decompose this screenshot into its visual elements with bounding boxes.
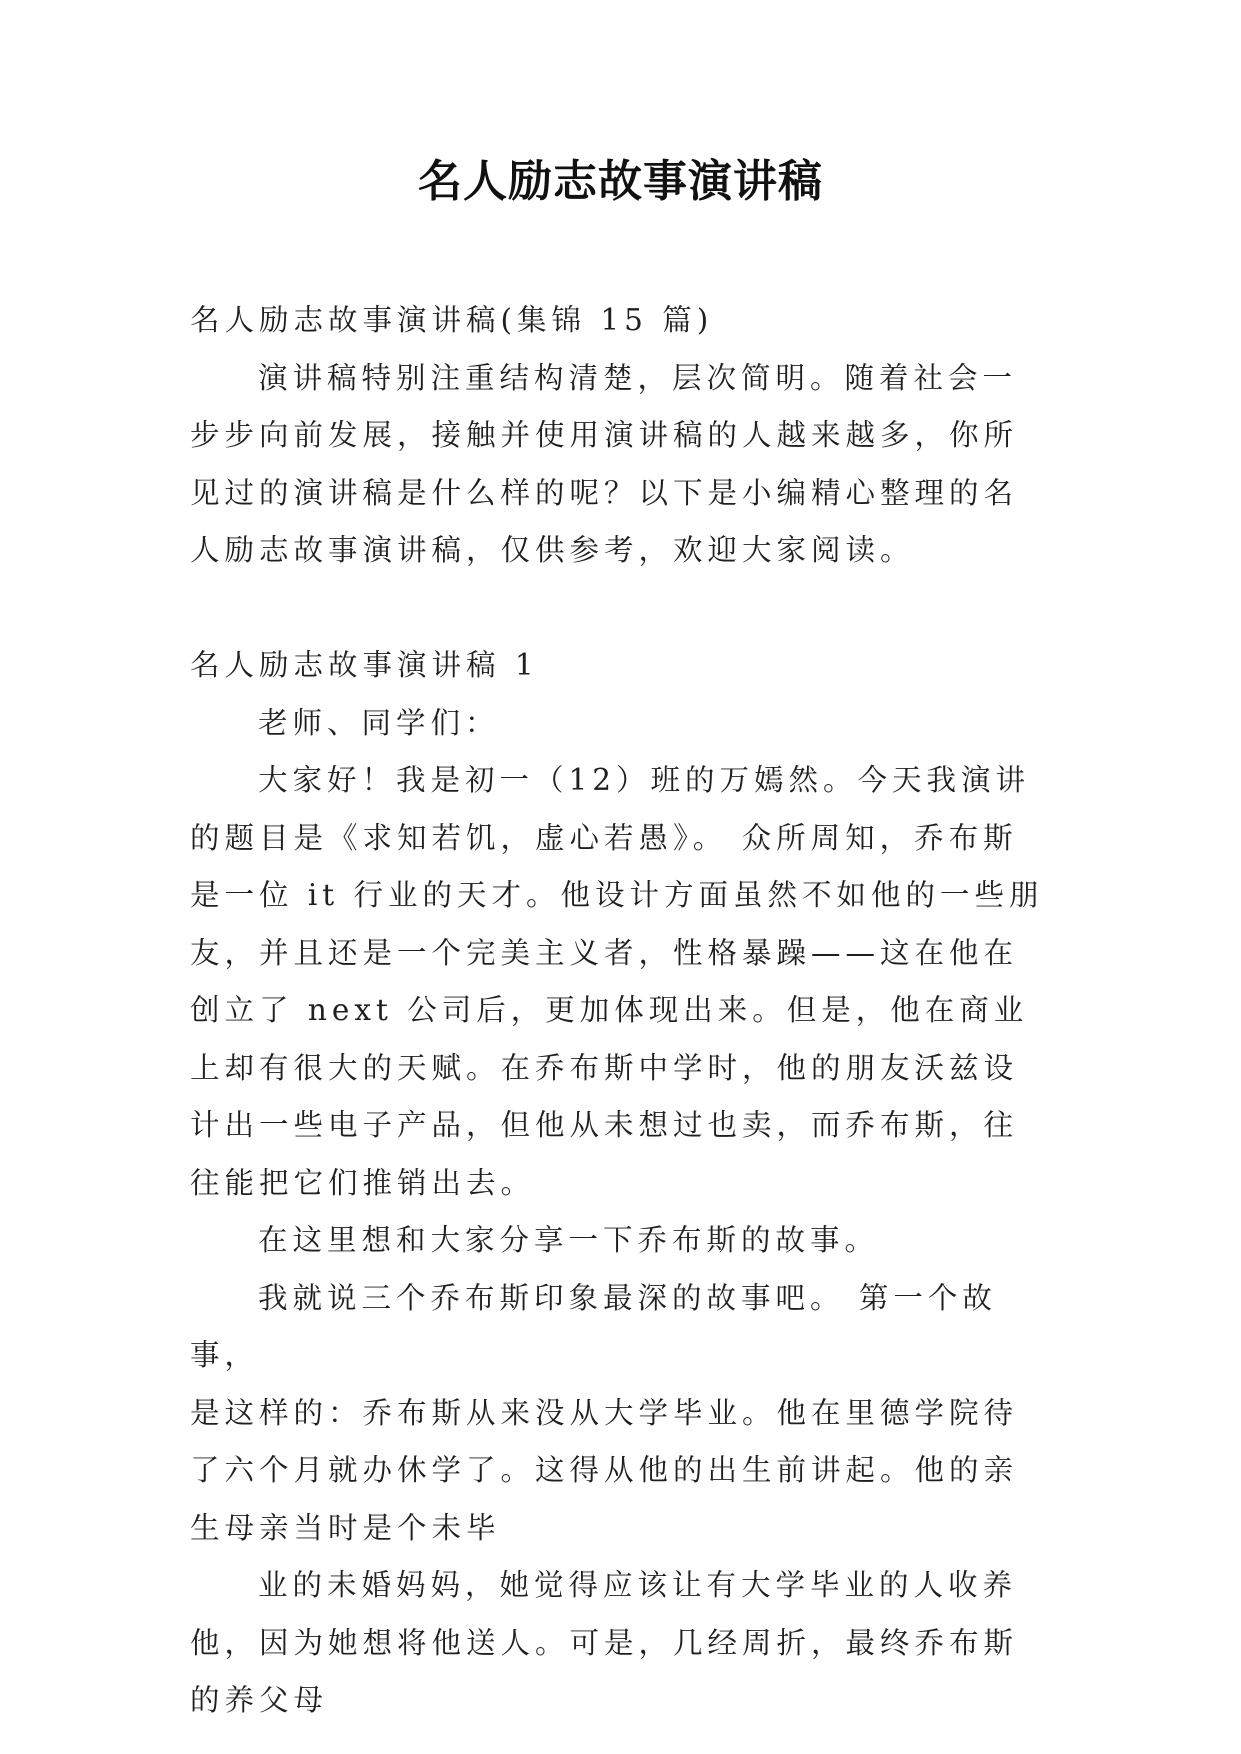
- section-heading: 名人励志故事演讲稿 1: [190, 648, 539, 682]
- document-body: [190, 292, 1050, 1730]
- intro-paragraph: 演讲稿特别注重结构清楚，层次简明。随着社会一步步向前发展，接触并使用演讲稿的人越来越多，你所见过的演讲稿是什么样的呢？以下是小编精心整理的名人励志故事演讲稿，仅供参考，欢迎大家阅读。: [190, 360, 1019, 567]
- body-paragraph: 大家好！我是初一（12）班的万嫣然。今天我演讲的题目是《求知若饥，虚心若愚》。 众所周知，乔布斯是一位 it 行业的天才。他设计方面虽然不如他的一些朋友，并且还是一个完美主义者，性格暴躁——这在他在创立了 next 公司后，更加体现出来。但是，他在商业上却有很大的天赋。在乔布斯中学时，他的朋友沃兹设计出一些电子产品，但他从未想过也卖，而乔布斯，往往能把它们推销出去。: [190, 763, 1044, 1200]
- body-paragraph: 在这里想和大家分享一下乔布斯的故事。: [258, 1223, 880, 1257]
- greeting-line: 老师、同学们：: [258, 705, 500, 740]
- page-title: 名人励志故事演讲稿: [418, 156, 823, 207]
- body-paragraph: 业的未婚妈妈，她觉得应该让有大学毕业的人收养他，因为她想将他送人。可是，几经周折，最终乔布斯的养父母: [190, 1568, 1019, 1717]
- section-spacer: [190, 580, 1050, 638]
- body-paragraph-continued: 是这样的：乔布斯从来没从大学毕业。他在里德学院待了六个月就办休学了。这得从他的出生前讲起。他的亲生母亲当时是个未毕: [190, 1395, 1019, 1545]
- document-subtitle: 名人励志故事演讲稿(集锦 15 篇): [190, 303, 714, 337]
- body-paragraph: 我就说三个乔布斯印象最深的故事吧。 第一个故事，: [190, 1280, 997, 1372]
